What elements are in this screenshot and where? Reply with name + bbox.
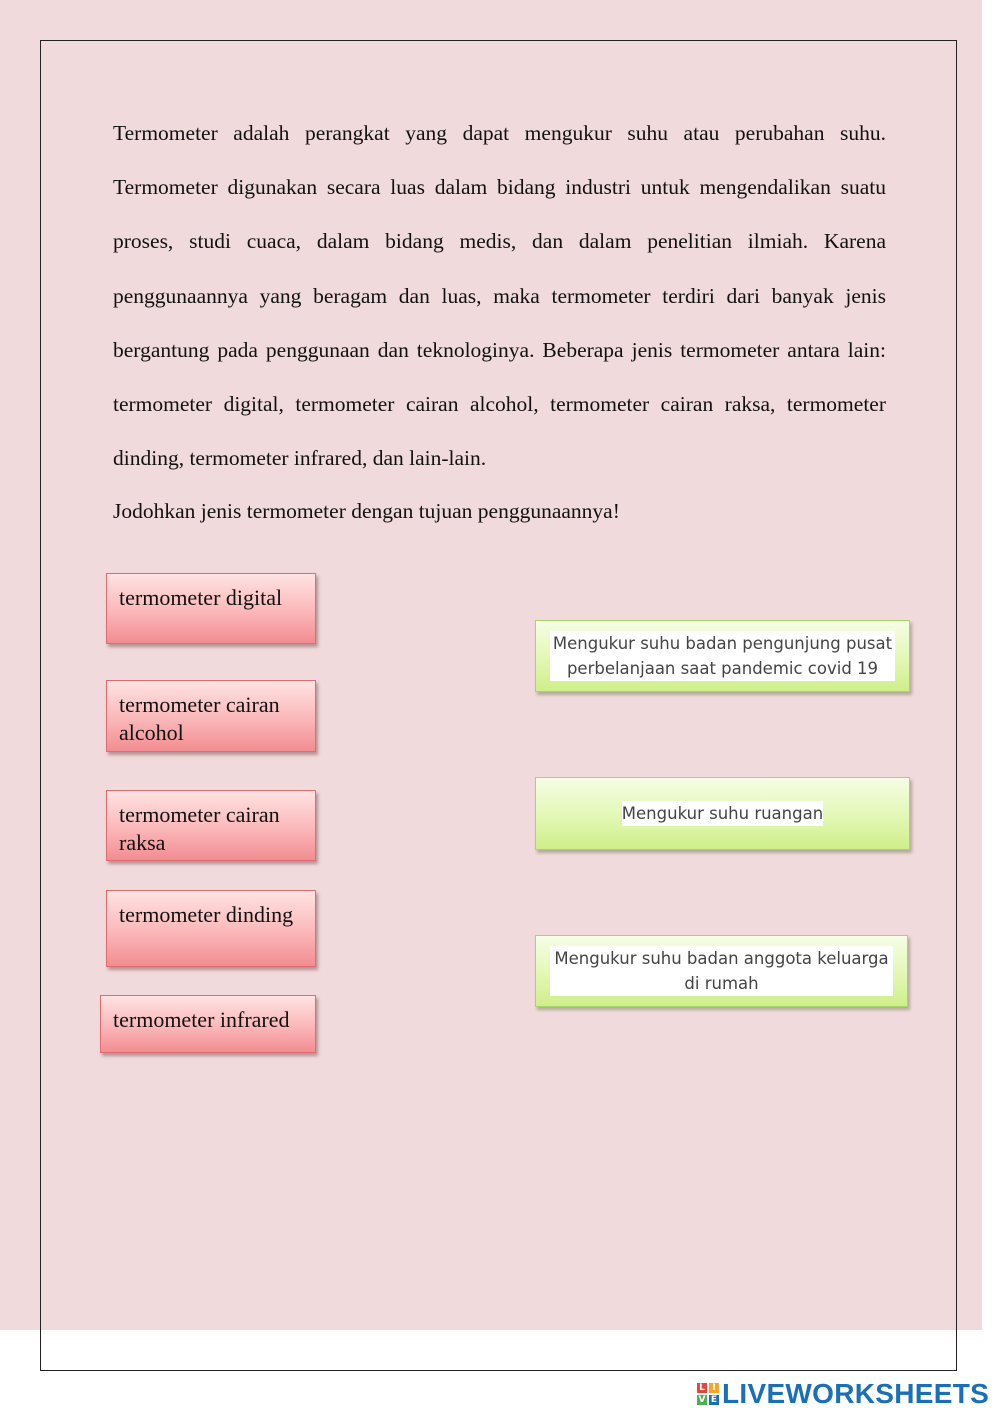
liveworksheets-logo-icon — [697, 1383, 719, 1405]
drag-item-termometer-infrared[interactable]: termometer infrared — [100, 995, 316, 1053]
logo-tile: L — [697, 1383, 707, 1393]
drag-item-termometer-digital[interactable]: termometer digital — [106, 573, 316, 644]
drag-item-termometer-dinding[interactable]: termometer dinding — [106, 890, 316, 967]
drop-target-purpose-mall-visitors[interactable] — [535, 620, 910, 692]
instruction-text: Jodohkan jenis termometer dengan tujuan penggunaannya! — [113, 499, 620, 523]
liveworksheets-logo — [697, 1378, 989, 1410]
drop-target-purpose-room-temperature[interactable] — [535, 777, 910, 850]
drop-target-purpose-family-at-home[interactable] — [535, 935, 908, 1007]
purpose-label: Mengukur suhu badan anggota keluarga di rumah — [550, 946, 893, 996]
purpose-label: Mengukur suhu badan pengunjung pusat perbelanjaan saat pandemic covid 19 — [550, 631, 895, 681]
reading-passage: Termometer adalah perangkat yang dapat mengukur suhu atau perubahan suhu. Termometer digunakan secara luas dalam bidang industri untuk mengendalikan suatu proses, studi cuaca, dalam bidang medis, dan dalam penelitian ilmiah. Karena penggunaannya yang beragam dan luas, maka termometer terdiri dari banyak jenis bergantung pada penggunaan dan teknologinya. Beberapa jenis termometer antara lain: termometer digital, termometer cairan alcohol, termometer cairan raksa, termometer dinding, termometer infrared, dan lain-lain. — [113, 121, 886, 471]
logo-text: LIVEWORKSHEETS — [722, 1378, 990, 1409]
logo-tile: I — [709, 1383, 719, 1393]
logo-tile: E — [710, 1395, 718, 1405]
logo-tile: V — [698, 1395, 706, 1405]
purpose-label: Mengukur suhu ruangan — [622, 801, 823, 826]
drag-item-termometer-cairan-alcohol[interactable]: termometer cairan alcohol — [106, 680, 316, 752]
drag-item-termometer-cairan-raksa[interactable]: termometer cairan raksa — [106, 790, 316, 861]
